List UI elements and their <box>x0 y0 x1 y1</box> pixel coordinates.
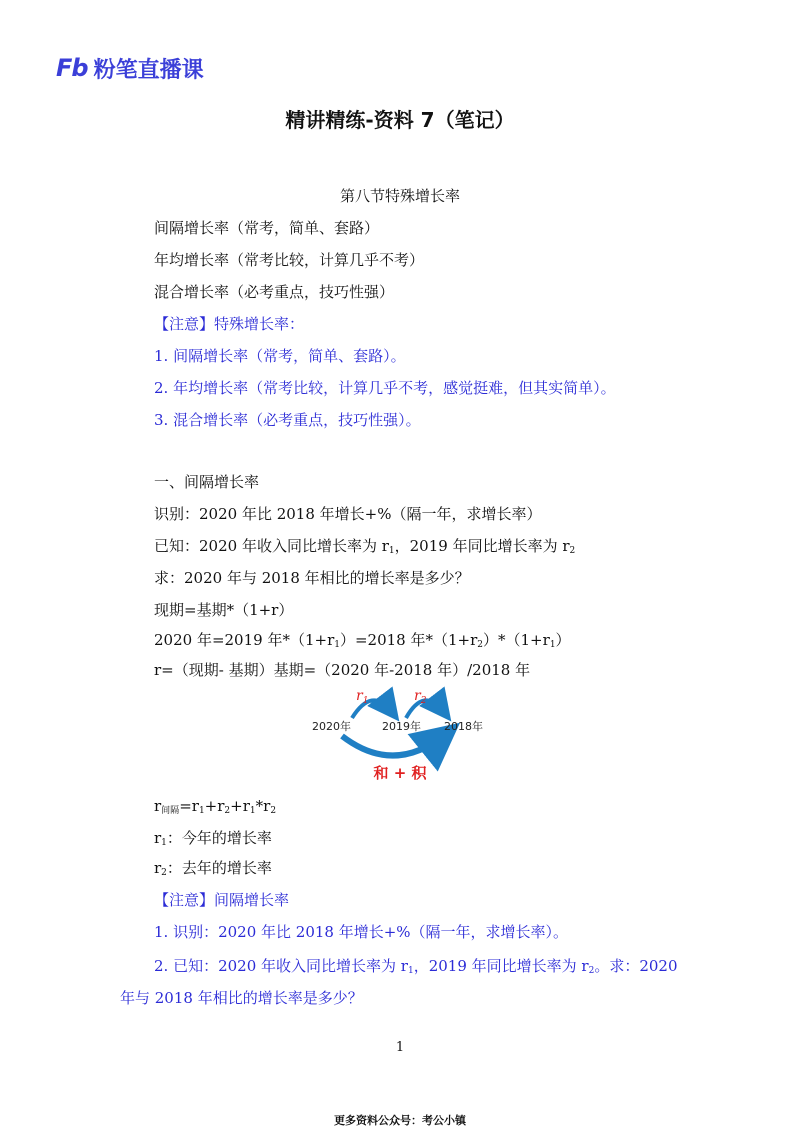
ask-line: 求：2020 年与 2018 年相比的增长率是多少？ <box>154 569 470 587</box>
r1-label: $r_1$ <box>356 688 369 706</box>
note2-heading: 【注意】间隔增长率 <box>154 891 290 909</box>
year-2020-label: 2020年 <box>312 720 351 733</box>
footer-text: 更多资料公众号：考公小镇 <box>334 1114 466 1127</box>
r1-definition: $r_1$：今年的增长率 <box>154 829 272 848</box>
interval-growth-diagram <box>300 682 500 782</box>
year-2019-label: 2019年 <box>382 720 421 733</box>
fb-logo-icon: Fb <box>56 54 88 82</box>
year-2018-label: 2018年 <box>444 720 483 733</box>
intro-line-3: 混合增长率（必考重点，技巧性强） <box>154 283 395 301</box>
formula-rate: r=（现期- 基期）基期=（2020 年-2018 年）/2018 年 <box>154 661 531 679</box>
document-title: 精讲精练-资料 7（笔记） <box>285 108 515 132</box>
brand-logo <box>56 48 204 88</box>
note-heading: 【注意】特殊增长率： <box>154 315 305 333</box>
intro-line-1: 间隔增长率（常考，简单、套路） <box>154 219 380 237</box>
combined-arrow <box>342 734 446 756</box>
note2-item-2-continued: 年与 2018 年相比的增长率是多少？ <box>120 989 363 1007</box>
intro-line-2: 年均增长率（常考比较，计算几乎不考） <box>154 251 425 269</box>
section-title: 第八节特殊增长率 <box>339 187 460 205</box>
note-item-3: 3. 混合增长率（必考重点，技巧性强）。 <box>154 411 421 429</box>
note2-item-1: 1. 识别：2020 年比 2018 年增长+%（隔一年，求增长率）。 <box>154 923 569 941</box>
formula-expansion: 2020 年=2019 年$*(1+r_1)=2018$ 年$*(1+r_2)*(1+r_1)$ <box>154 631 571 650</box>
note2-item-2: 2. 已知：2020 年收入同比增长率为 $r_1$，2019 年同比增长率为 $r_2$。求：2020 <box>154 957 678 976</box>
page-number: 1 <box>395 1040 405 1055</box>
known-line: 已知：2020 年收入同比增长率为 $r_1$，2019 年同比增长率为 $r_2$ <box>154 537 576 556</box>
note-item-1: 1. 间隔增长率（常考，简单、套路）。 <box>154 347 406 365</box>
part-heading: 一、间隔增长率 <box>154 473 260 491</box>
interval-formula: $r_{间隔}=r_1+r_2+r_1*r_2$ <box>154 797 277 816</box>
note-item-2: 2. 年均增长率（常考比较，计算几乎不考，感觉挺难，但其实简单）。 <box>154 379 616 397</box>
r2-definition: $r_2$：去年的增长率 <box>154 859 272 878</box>
logo-text: 粉笔直播课 <box>93 57 204 83</box>
identify-line: 识别：2020 年比 2018 年增长+%（隔一年，求增长率） <box>154 505 542 523</box>
sum-product-caption: 和 + 积 <box>373 764 427 782</box>
r2-label: $r_2$ <box>414 688 427 706</box>
formula-basic: 现期=基期*（1+r） <box>154 601 294 619</box>
